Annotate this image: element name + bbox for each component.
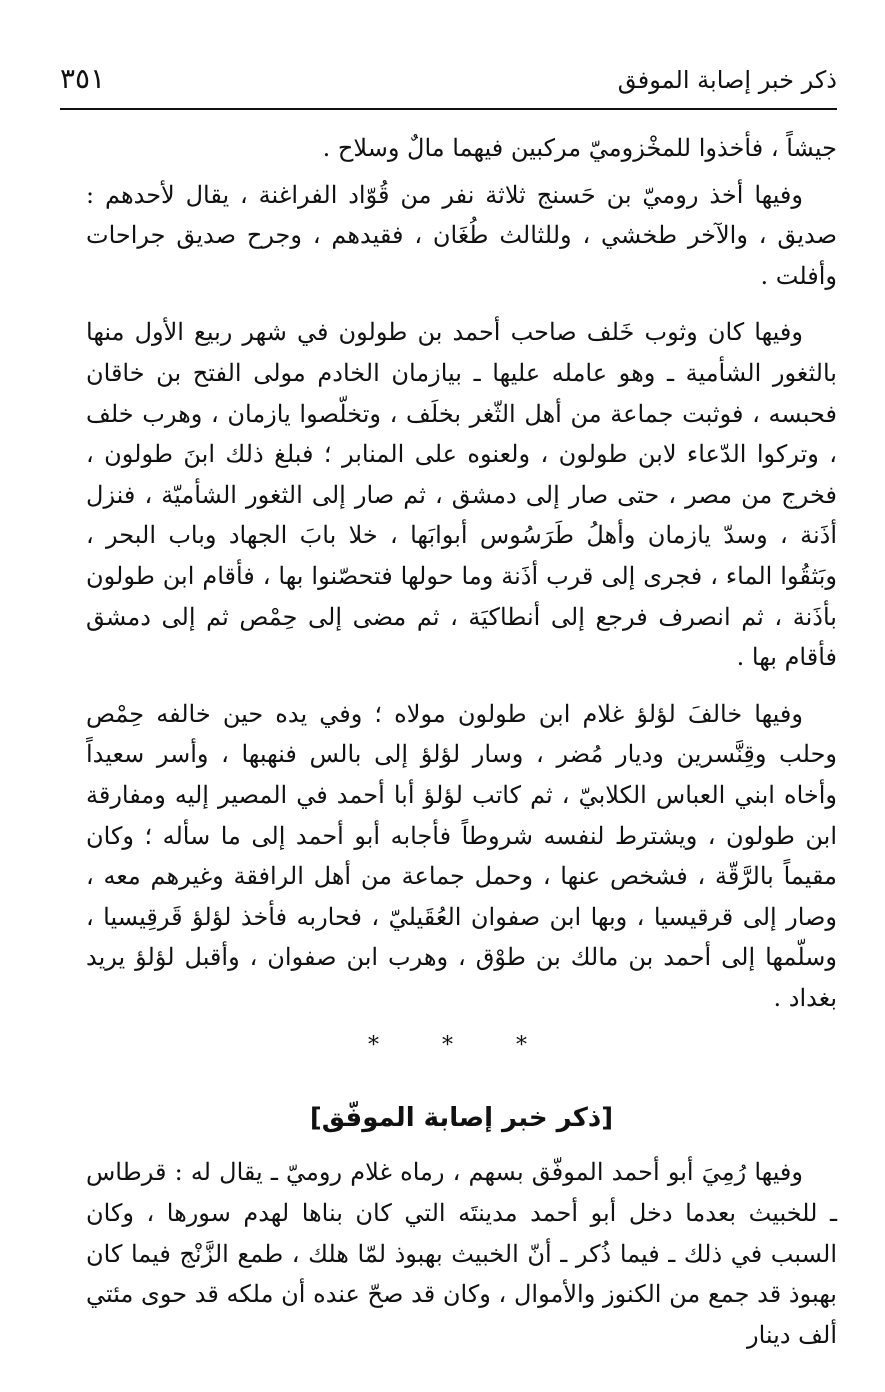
body-text: [86, 128, 837, 1355]
paragraph: وفيها خالفَ لؤلؤ غلام ابن طولون مولاه ؛ وفي يده حين خالفه حِمْص وحلب وقِنَّسرين وديار مُضر ، وسار لؤلؤ إلى بالس فنهبها ، وأسر سعيداً وأخاه ابني العباس الكلابيّ ، ثم كاتب لؤلؤ أبا أحمد في المصير إليه ومفارقة ابن طولون ، ويشترط لنفسه شروطاً فأجابه أبو أحمد إلى ما سأله ؛ وكان مقيماً بالرَّقّة ، فشخص عنها ، وحمل جماعة من أهل الرافقة وغيرهم معه ، وصار إلى قرقيسيا ، وبها ابن صفوان العُقَيليّ ، فحاربه فأخذ لؤلؤ قَرقِيسيا ، وسلّمها إلى أحمد بن مالك بن طوْق ، وهرب ابن صفوان ، وأقبل لؤلؤ يريد بغداد .: [86, 699, 837, 1012]
section-heading: [ذكر خبر إصابة الموفّق]: [309, 1103, 614, 1134]
paragraph: وفيها رُمِيَ أبو أحمد الموفّق بسهم ، رماه غلام روميّ ـ يقال له : قرطاس ـ للخبيث بعدما دخل أبو أحمد مدينتَه التي كان بناها لهدم سورها ، وكان السبب في ذلك ـ فيما ذُكر ـ أنّ الخبيث بهبوذ لمّا هلك ، طمع الزَّنْج فيما كان بهبوذ قد جمع من الكنوز والأموال ، وكان قد صحّ عنده أن ملكه قد حوى مئتي ألف دينار: [86, 1158, 837, 1349]
paragraph: وفيها أخذ روميّ بن حَسنج ثلاثة نفر من قُوّاد الفراغنة ، يقال لأحدهم : صديق ، والآخر طخشي ، وللثالث طُغَان ، فقيدهم ، وجرح صديق جراحات وأفلت .: [86, 180, 837, 290]
section-separator: * * *: [368, 1033, 555, 1059]
paragraph: وفيها كان وثوب خَلف صاحب أحمد بن طولون في شهر ربيع الأول منها بالثغور الشأمية ـ وهو عامله عليها ـ بيازمان الخادم مولى الفتح بن خاقان فحبسه ، فوثبت جماعة من أهل الثّغر بخلَف ، وتخلّصوا يازمان ، وهرب خلف ، وتركوا الدّعاء لابن طولون ، ولعنوه على المنابر ؛ فبلغ ذلك ابنَ طولون ، فخرج من مصر ، حتى صار إلى دمشق ، ثم صار إلى الثغور الشأميّة ، فنزل أذَنة ، وسدّ يازمان وأهلُ طَرَسُوس أبوابَها ، خلا بابَ الجهاد وباب البحر ، وبَثقُوا الماء ، فجرى إلى قرب أذَنة وما حولها فتحصّنوا بها ، فأقام ابن طولون بأذَنة ، ثم انصرف فرجع إلى أنطاكيَة ، ثم مضى إلى حِمْص ثم إلى دمشق فأقام بها .: [86, 318, 837, 672]
running-header: [60, 62, 837, 106]
header-title: ذكر خبر إصابة الموفق: [617, 66, 837, 94]
paragraph: جيشاً ، فأخذوا للمخْزوميّ مركبين فيهما مالٌ وسلاح .: [322, 134, 837, 162]
header-rule: [60, 108, 837, 110]
page-number: ٣٥١: [60, 62, 106, 95]
